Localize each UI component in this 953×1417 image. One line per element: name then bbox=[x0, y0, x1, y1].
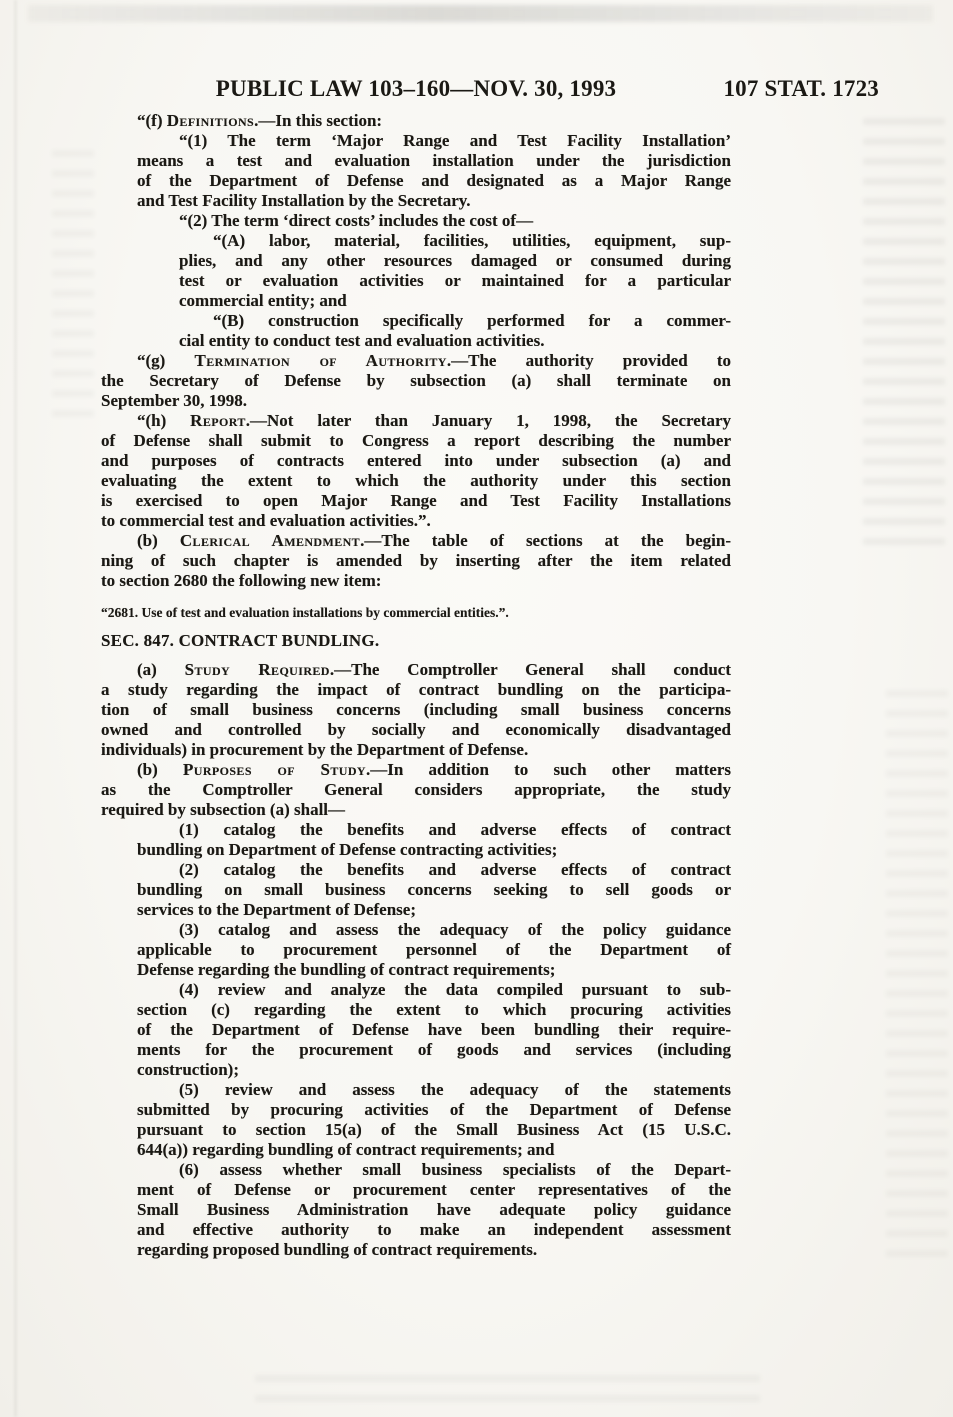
text-line: Small Business Administration have adequate policy guidance bbox=[137, 1200, 731, 1219]
text-line: “(g) Termination of Authority.—The authority provided to bbox=[137, 351, 731, 370]
text-line: “(h) Report.—Not later than January 1, 1998, the Secretary bbox=[137, 411, 732, 430]
text-line: to section 2680 the following new item: bbox=[101, 571, 382, 590]
small-caps-label: Study Required bbox=[184, 660, 330, 679]
text-line: “(1) The term ‘Major Range and Test Facility Installation’ bbox=[179, 131, 731, 150]
text-line: of the Department of Defense have been bundling their require- bbox=[137, 1020, 731, 1039]
scan-bleedthrough-right-upper bbox=[863, 118, 945, 558]
text-line: applicable to procurement personnel of the Department of bbox=[137, 940, 731, 959]
text-line: “(2) The term ‘direct costs’ includes the cost of— bbox=[179, 211, 534, 230]
document-body bbox=[101, 111, 731, 1260]
text-line: ment of Defense or procurement center representatives of the bbox=[137, 1180, 731, 1199]
text-line: (b) Clerical Amendment.—The table of sections at the begin- bbox=[137, 531, 731, 550]
text-line: construction); bbox=[137, 1060, 239, 1079]
text-line: and effective authority to make an independent assessment bbox=[137, 1220, 731, 1239]
text-line: required by subsection (a) shall— bbox=[101, 800, 346, 819]
text-line: owned and controlled by socially and economically disadvantaged bbox=[101, 720, 731, 739]
study-item-3 bbox=[137, 920, 731, 980]
text-line: regarding proposed bundling of contract requirements. bbox=[137, 1240, 538, 1259]
small-caps-label: Report bbox=[190, 411, 246, 430]
subsection-b-purposes-of-study bbox=[101, 760, 731, 820]
paragraph-f-2 bbox=[137, 211, 731, 231]
text-line: the Secretary of Defense by subsection (a) shall terminate on bbox=[101, 371, 731, 390]
text-line: “2681. Use of test and evaluation installations by commercial entities.”. bbox=[101, 605, 509, 620]
study-item-5 bbox=[137, 1080, 731, 1160]
subsection-b-clerical-amendment bbox=[101, 531, 731, 591]
paragraph-f-1 bbox=[137, 131, 731, 211]
text-line: submitted by procuring activities of the Department of Defense bbox=[137, 1100, 731, 1119]
text-line: “(A) labor, material, facilities, utilities, equipment, sup- bbox=[213, 231, 731, 250]
text-line: evaluating the extent to which the authority under this section bbox=[101, 471, 731, 490]
text-line: section (c) regarding the extent to which procuring activities bbox=[137, 1000, 731, 1019]
text-line: individuals) in procurement by the Department of Defense. bbox=[101, 740, 529, 759]
small-caps-label: Definitions bbox=[166, 111, 255, 130]
section-847-heading bbox=[101, 631, 731, 651]
text-line: (4) review and analyze the data compiled pursuant to sub- bbox=[179, 980, 731, 999]
text-line: (2) catalog the benefits and adverse effects of contract bbox=[179, 860, 731, 879]
small-caps-label: Termination of Authority bbox=[194, 351, 447, 370]
table-of-sections-item-2681 bbox=[101, 604, 731, 621]
scan-smudge-top bbox=[28, 5, 933, 22]
text-line: (3) catalog and assess the adequacy of the policy guidance bbox=[179, 920, 731, 939]
text-line: and Test Facility Installation by the Secretary. bbox=[137, 191, 471, 210]
text-line: services to the Department of Defense; bbox=[137, 900, 416, 919]
text-line: “(f) Definitions.—In this section: bbox=[137, 111, 383, 130]
stat-page-number: 107 STAT. 1723 bbox=[723, 76, 879, 101]
text-line: 644(a)) regarding bundling of contract requirements; and bbox=[137, 1140, 555, 1159]
text-line: as the Comptroller General considers appropriate, the study bbox=[101, 780, 731, 799]
text-line: test or evaluation activities or maintained for a particular bbox=[179, 271, 731, 290]
scan-bleedthrough-right-lower bbox=[886, 690, 948, 1260]
text-line: cial entity to conduct test and evaluation activities. bbox=[179, 331, 545, 350]
study-item-6 bbox=[137, 1160, 731, 1260]
subsection-h-report bbox=[101, 411, 731, 531]
text-line: “(B) construction specifically performed for a commer- bbox=[213, 311, 731, 330]
subparagraph-f-2-A bbox=[179, 231, 731, 311]
text-line: of the Department of Defense and designated as a Major Range bbox=[137, 171, 731, 190]
text-line: ments for the procurement of goods and services (including bbox=[137, 1040, 731, 1059]
small-caps-label: Clerical Amendment bbox=[179, 531, 361, 550]
text-line: ning of such chapter is amended by inserting after the item related bbox=[101, 551, 731, 570]
text-line: (1) catalog the benefits and adverse effects of contract bbox=[179, 820, 731, 839]
text-line: (b) Purposes of Study.—In addition to such other matters bbox=[137, 760, 731, 779]
study-item-2 bbox=[137, 860, 731, 920]
text-line: a study regarding the impact of contract bundling on the participa- bbox=[101, 680, 731, 699]
scan-bleedthrough-bottom bbox=[255, 1375, 760, 1403]
text-line: September 30, 1998. bbox=[101, 391, 248, 410]
text-line: means a test and evaluation installation under the jurisdiction bbox=[137, 151, 731, 170]
text-line: pursuant to section 15(a) of the Small Business Act (15 U.S.C. bbox=[137, 1120, 731, 1139]
text-line: tion of small business concerns (including small business concerns bbox=[101, 700, 731, 719]
scan-bleedthrough-left-upper bbox=[52, 150, 94, 420]
text-line: plies, and any other resources damaged or consumed during bbox=[179, 251, 731, 270]
text-line: (5) review and assess the adequacy of the statements bbox=[179, 1080, 731, 1099]
small-caps-label: Purposes of Study bbox=[182, 760, 366, 779]
scan-edge-shadow bbox=[14, 0, 17, 1417]
text-line: of Defense shall submit to Congress a report describing the number bbox=[101, 431, 731, 450]
text-line: bundling on Department of Defense contracting activities; bbox=[137, 840, 558, 859]
text-line: SEC. 847. CONTRACT BUNDLING. bbox=[101, 631, 380, 650]
subsection-f-definitions bbox=[101, 111, 731, 131]
text-line: (6) assess whether small business specialists of the Depart- bbox=[179, 1160, 731, 1179]
text-line: is exercised to open Major Range and Test Facility Installations bbox=[101, 491, 731, 510]
subsection-a-study-required bbox=[101, 660, 731, 760]
subparagraph-f-2-B bbox=[179, 311, 731, 351]
text-line: to commercial test and evaluation activities.”. bbox=[101, 511, 431, 530]
study-item-4 bbox=[137, 980, 731, 1080]
study-item-1 bbox=[137, 820, 731, 860]
text-line: and purposes of contracts entered into under subsection (a) and bbox=[101, 451, 731, 470]
text-line: Defense regarding the bundling of contract requirements; bbox=[137, 960, 556, 979]
text-line: commercial entity; and bbox=[179, 291, 347, 310]
text-line: bundling on small business concerns seeking to sell goods or bbox=[137, 880, 731, 899]
text-line: (a) Study Required.—The Comptroller General shall conduct bbox=[137, 660, 732, 679]
running-head-law-title: PUBLIC LAW 103–160—NOV. 30, 1993 bbox=[215, 76, 617, 101]
subsection-g-termination bbox=[101, 351, 731, 411]
